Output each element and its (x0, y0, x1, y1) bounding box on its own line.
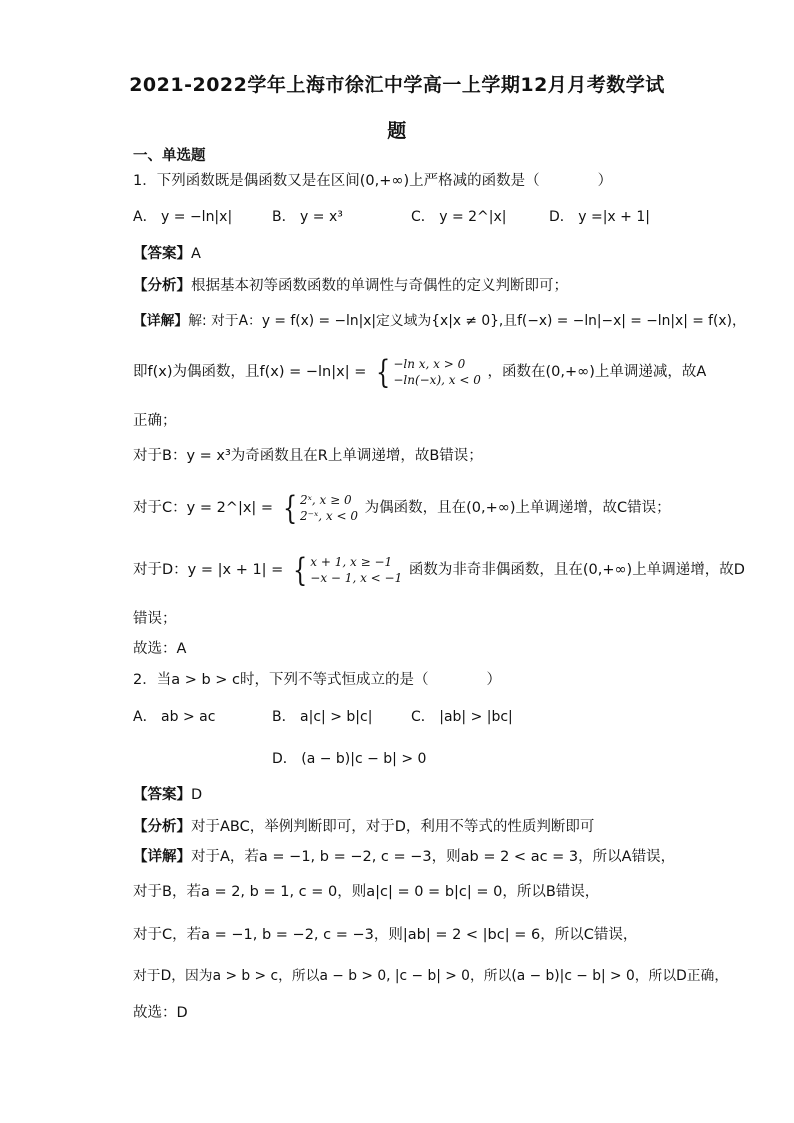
section-heading: 一、单选题 (133, 148, 206, 164)
q1-detail-c (133, 490, 671, 526)
q2-detail-b: 对于B，若a = 2, b = 1, c = 0，则a|c| = 0 = b|c| = 0，所以B错误， (133, 884, 600, 900)
piece-row-1: −ln x, x > 0 (393, 357, 466, 371)
q2-detail-c: 对于C，若a = −1, b = −2, c = −3，则|ab| = 2 < |bc| = 6，所以C错误， (133, 927, 638, 943)
piecewise-brace: { x + 1, x ≥ −1 −x − 1, x < −1 (292, 551, 403, 589)
document-title-line2: 题 (387, 120, 407, 142)
q2-option-c: C． |ab| > |bc| (411, 709, 513, 725)
piece-row-1: x + 1, x ≥ −1 (310, 555, 393, 569)
q1-detail-a3: 正确； (133, 413, 177, 429)
detail-c-pre: 对于C：y = 2^|x| = (133, 500, 274, 516)
q2-option-b: B． a|c| > b|c| (272, 709, 373, 725)
answer-tag: 【答案】 (133, 787, 191, 803)
detail-text: 解: 对于A：y = f(x) = −ln|x|定义域为{x|x ≠ 0},且f(−x) = −ln|−x| = −ln|x| = f(x)， (188, 313, 746, 329)
q1-answer (133, 244, 201, 264)
q1-detail-d2: 错误； (133, 611, 177, 627)
analysis-text: 根据基本初等函数函数的单调性与奇偶性的定义判断即可； (191, 278, 568, 294)
answer-value: D (191, 787, 203, 803)
q1-analysis (133, 276, 568, 296)
q2-option-a: A． ab > ac (133, 709, 216, 725)
q1-option-b: B． y = x³ (272, 209, 343, 225)
detail-a2-post: ，函数在(0,+∞)上单调递减，故A (487, 364, 707, 380)
analysis-tag: 【分析】 (133, 819, 191, 835)
piecewise-brace: { −ln x, x > 0 −ln(−x), x < 0 (376, 353, 481, 391)
analysis-text: 对于ABC，举例判断即可，对于D，利用不等式的性质判断即可 (191, 819, 595, 835)
q1-detail-a2 (133, 354, 706, 390)
piece-row-2: −x − 1, x < −1 (310, 571, 403, 585)
answer-value: A (191, 246, 201, 262)
q2-choose: 故选：D (133, 1005, 188, 1021)
q1-option-a: A． y = −ln|x| (133, 209, 233, 225)
piece-row-1: 2ˣ, x ≥ 0 (300, 493, 352, 507)
q2-detail-d: 对于D，因为a > b > c，所以a − b > 0, |c − b| > 0，所以(a − b)|c − b| > 0，所以D正确， (133, 968, 729, 984)
q1-detail-b: 对于B：y = x³为奇函数且在R上单调递增，故B错误； (133, 448, 483, 464)
piece-row-2: −ln(−x), x < 0 (393, 373, 481, 387)
document-title-line1: 2021-2022学年上海市徐汇中学高一上学期12月月考数学试 (129, 74, 665, 96)
q2-analysis (133, 817, 594, 837)
answer-tag: 【答案】 (133, 246, 191, 262)
q2-option-d: D． (a − b)|c − b| > 0 (272, 751, 427, 767)
detail-c-post: 为偶函数，且在(0,+∞)上单调递增，故C错误； (364, 500, 671, 516)
q1-stem: 1．下列函数既是偶函数又是在区间(0,+∞)上严格减的函数是（ ） (133, 173, 613, 189)
detail-tag: 【详解】 (133, 313, 189, 329)
q1-choose: 故选：A (133, 641, 187, 657)
detail-a2-pre: 即f(x)为偶函数，且f(x) = −ln|x| = (133, 364, 367, 380)
detail-text: 对于A，若a = −1, b = −2, c = −3，则ab = 2 < ac = 3，所以A错误， (191, 849, 676, 865)
q2-detail-a (133, 847, 675, 867)
q1-detail-a1 (133, 311, 746, 331)
piece-row-2: 2⁻ˣ, x < 0 (300, 509, 358, 523)
q1-option-d: D． y =|x + 1| (549, 209, 650, 225)
analysis-tag: 【分析】 (133, 278, 191, 294)
q1-option-c: C． y = 2^|x| (411, 209, 507, 225)
q2-answer (133, 785, 202, 805)
q2-stem: 2．当a > b > c时，下列不等式恒成立的是（ ） (133, 672, 502, 688)
detail-d-pre: 对于D：y = |x + 1| = (133, 562, 284, 578)
detail-tag: 【详解】 (133, 849, 191, 865)
piecewise-brace: { 2ˣ, x ≥ 0 2⁻ˣ, x < 0 (282, 489, 358, 527)
q1-detail-d (133, 552, 745, 588)
detail-d-post: 函数为非奇非偶函数，且在(0,+∞)上单调递增，故D (408, 562, 745, 578)
